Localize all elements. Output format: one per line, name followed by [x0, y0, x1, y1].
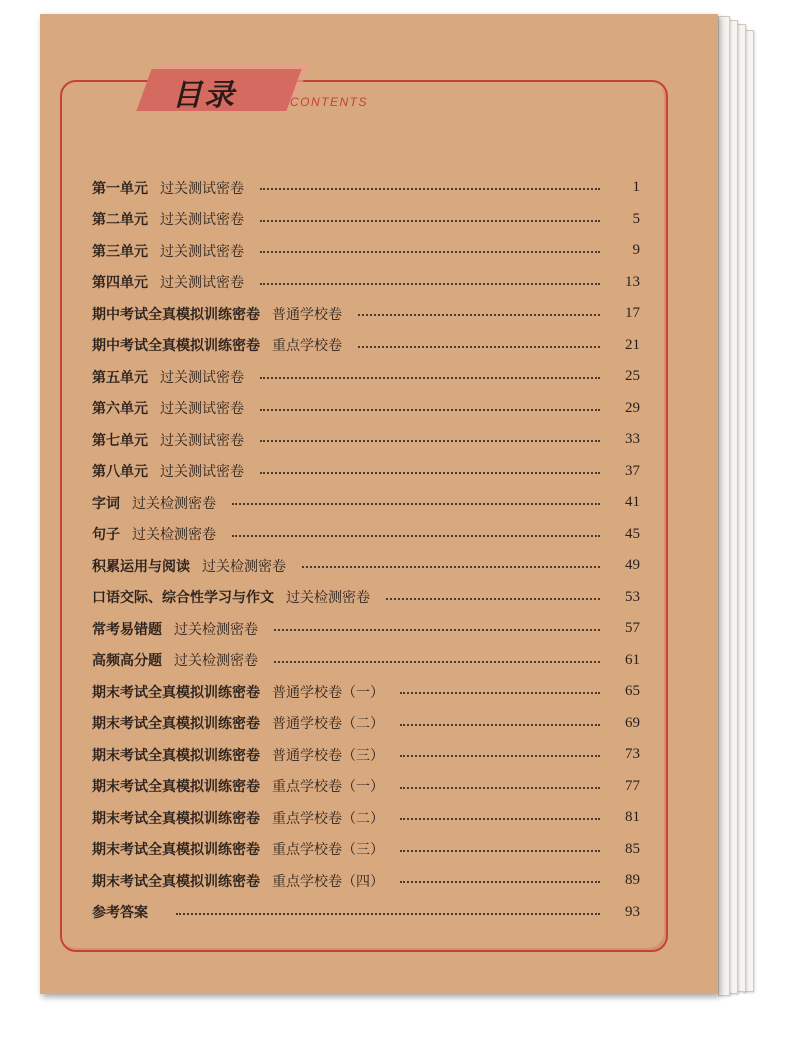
entry-subtitle: 普通学校卷	[272, 306, 342, 323]
page-number: 65	[625, 683, 640, 700]
entry-subtitle: 过关测试密卷	[160, 464, 244, 481]
toc-entry[interactable]	[92, 897, 640, 929]
dot-leader	[176, 912, 600, 915]
dot-leader	[274, 660, 600, 663]
toc-entry[interactable]	[92, 582, 640, 614]
entry-title: 期末考试全真模拟训练密卷	[92, 716, 260, 733]
dot-leader	[260, 439, 600, 442]
entry-subtitle: 重点学校卷（三）	[272, 842, 384, 859]
entry-subtitle: 过关检测密卷	[202, 558, 286, 575]
toc-entry[interactable]	[92, 424, 640, 456]
toc-entry[interactable]	[92, 550, 640, 582]
entry-subtitle: 过关检测密卷	[286, 590, 370, 607]
entry-title: 期中考试全真模拟训练密卷	[92, 338, 260, 355]
dot-leader	[260, 219, 600, 222]
book-page	[40, 14, 718, 994]
toc-entry[interactable]	[92, 676, 640, 708]
entry-title: 期末考试全真模拟训练密卷	[92, 810, 260, 827]
entry-subtitle: 过关检测密卷	[132, 527, 216, 544]
entry-subtitle: 普通学校卷（一）	[272, 684, 384, 701]
toc-entry[interactable]	[92, 865, 640, 897]
toc-entry[interactable]	[92, 519, 640, 551]
entry-title: 字词	[92, 495, 120, 512]
toc-entry[interactable]	[92, 298, 640, 330]
entry-title: 期末考试全真模拟训练密卷	[92, 684, 260, 701]
dot-leader	[358, 313, 600, 316]
page-number: 37	[625, 462, 640, 479]
entry-subtitle: 普通学校卷（三）	[272, 747, 384, 764]
page-number: 85	[625, 840, 640, 857]
dot-leader	[302, 565, 600, 568]
dot-leader	[400, 691, 600, 694]
page-number: 25	[625, 368, 640, 385]
page-number: 29	[625, 399, 640, 416]
page-number: 69	[625, 714, 640, 731]
toc-entry[interactable]	[92, 361, 640, 393]
page-number: 81	[625, 809, 640, 826]
entry-title: 期末考试全真模拟训练密卷	[92, 779, 260, 796]
page-number: 89	[625, 872, 640, 889]
page-number: 5	[632, 210, 640, 227]
page-stack-edge	[718, 16, 730, 996]
entry-subtitle: 过关测试密卷	[160, 243, 244, 260]
entry-title: 第三单元	[92, 243, 148, 260]
entry-title: 期末考试全真模拟训练密卷	[92, 873, 260, 890]
dot-leader	[260, 471, 600, 474]
dot-leader	[386, 597, 600, 600]
toc-entry[interactable]	[92, 456, 640, 488]
page-number: 61	[625, 651, 640, 668]
dot-leader	[400, 849, 600, 852]
entry-subtitle: 过关测试密卷	[160, 275, 244, 292]
table-of-contents	[92, 172, 640, 928]
page-number: 21	[625, 336, 640, 353]
page-number: 73	[625, 746, 640, 763]
entry-title: 第四单元	[92, 275, 148, 292]
entry-subtitle: 过关测试密卷	[160, 401, 244, 418]
entry-title: 参考答案	[92, 905, 148, 922]
entry-title: 期末考试全真模拟训练密卷	[92, 842, 260, 859]
entry-subtitle: 过关测试密卷	[160, 369, 244, 386]
dot-leader	[260, 250, 600, 253]
dot-leader	[260, 282, 600, 285]
entry-title: 第二单元	[92, 212, 148, 229]
entry-title: 期末考试全真模拟训练密卷	[92, 747, 260, 764]
page-number: 93	[625, 903, 640, 920]
entry-title: 第六单元	[92, 401, 148, 418]
entry-subtitle: 重点学校卷（一）	[272, 779, 384, 796]
page-number: 53	[625, 588, 640, 605]
dot-leader	[274, 628, 600, 631]
entry-subtitle: 过关检测密卷	[132, 495, 216, 512]
page-number: 1	[632, 179, 640, 196]
dot-leader	[400, 880, 600, 883]
entry-title: 高频高分题	[92, 653, 162, 670]
dot-leader	[400, 723, 600, 726]
dot-leader	[260, 187, 600, 190]
toc-entry[interactable]	[92, 172, 640, 204]
page-number: 57	[625, 620, 640, 637]
toc-entry[interactable]	[92, 487, 640, 519]
page-title: 目录	[172, 78, 236, 113]
toc-entry[interactable]	[92, 771, 640, 803]
entry-title: 句子	[92, 527, 120, 544]
toc-entry[interactable]	[92, 834, 640, 866]
page-number: 49	[625, 557, 640, 574]
entry-title: 第七单元	[92, 432, 148, 449]
page-number: 77	[625, 777, 640, 794]
dot-leader	[358, 345, 600, 348]
entry-title: 口语交际、综合性学习与作文	[92, 590, 274, 607]
entry-subtitle: 重点学校卷	[272, 338, 342, 355]
toc-entry[interactable]	[92, 267, 640, 299]
toc-entry[interactable]	[92, 330, 640, 362]
entry-subtitle: 重点学校卷（二）	[272, 810, 384, 827]
dot-leader	[400, 754, 600, 757]
dot-leader	[260, 408, 600, 411]
entry-subtitle: 过关测试密卷	[160, 432, 244, 449]
entry-subtitle: 过关测试密卷	[160, 180, 244, 197]
page-number: 17	[625, 305, 640, 322]
page-subtitle: CONTENTS	[290, 95, 368, 109]
toc-entry[interactable]	[92, 802, 640, 834]
dot-leader	[400, 786, 600, 789]
entry-subtitle: 过关检测密卷	[174, 621, 258, 638]
page-number: 45	[625, 525, 640, 542]
entry-subtitle: 过关测试密卷	[160, 212, 244, 229]
toc-entry[interactable]	[92, 204, 640, 236]
dot-leader	[260, 376, 600, 379]
entry-title: 期中考试全真模拟训练密卷	[92, 306, 260, 323]
entry-subtitle: 普通学校卷（二）	[272, 716, 384, 733]
dot-leader	[232, 502, 600, 505]
entry-title: 积累运用与阅读	[92, 558, 190, 575]
toc-entry[interactable]	[92, 645, 640, 677]
entry-title: 第八单元	[92, 464, 148, 481]
entry-title: 常考易错题	[92, 621, 162, 638]
entry-subtitle: 重点学校卷（四）	[272, 873, 384, 890]
entry-title: 第一单元	[92, 180, 148, 197]
page-number: 9	[632, 242, 640, 259]
toc-entry[interactable]	[92, 235, 640, 267]
dot-leader	[400, 817, 600, 820]
toc-entry[interactable]	[92, 613, 640, 645]
entry-subtitle: 过关检测密卷	[174, 653, 258, 670]
toc-entry[interactable]	[92, 708, 640, 740]
page-number: 13	[625, 273, 640, 290]
toc-entry[interactable]	[92, 393, 640, 425]
page-number: 33	[625, 431, 640, 448]
page-number: 41	[625, 494, 640, 511]
entry-title: 第五单元	[92, 369, 148, 386]
dot-leader	[232, 534, 600, 537]
toc-entry[interactable]	[92, 739, 640, 771]
